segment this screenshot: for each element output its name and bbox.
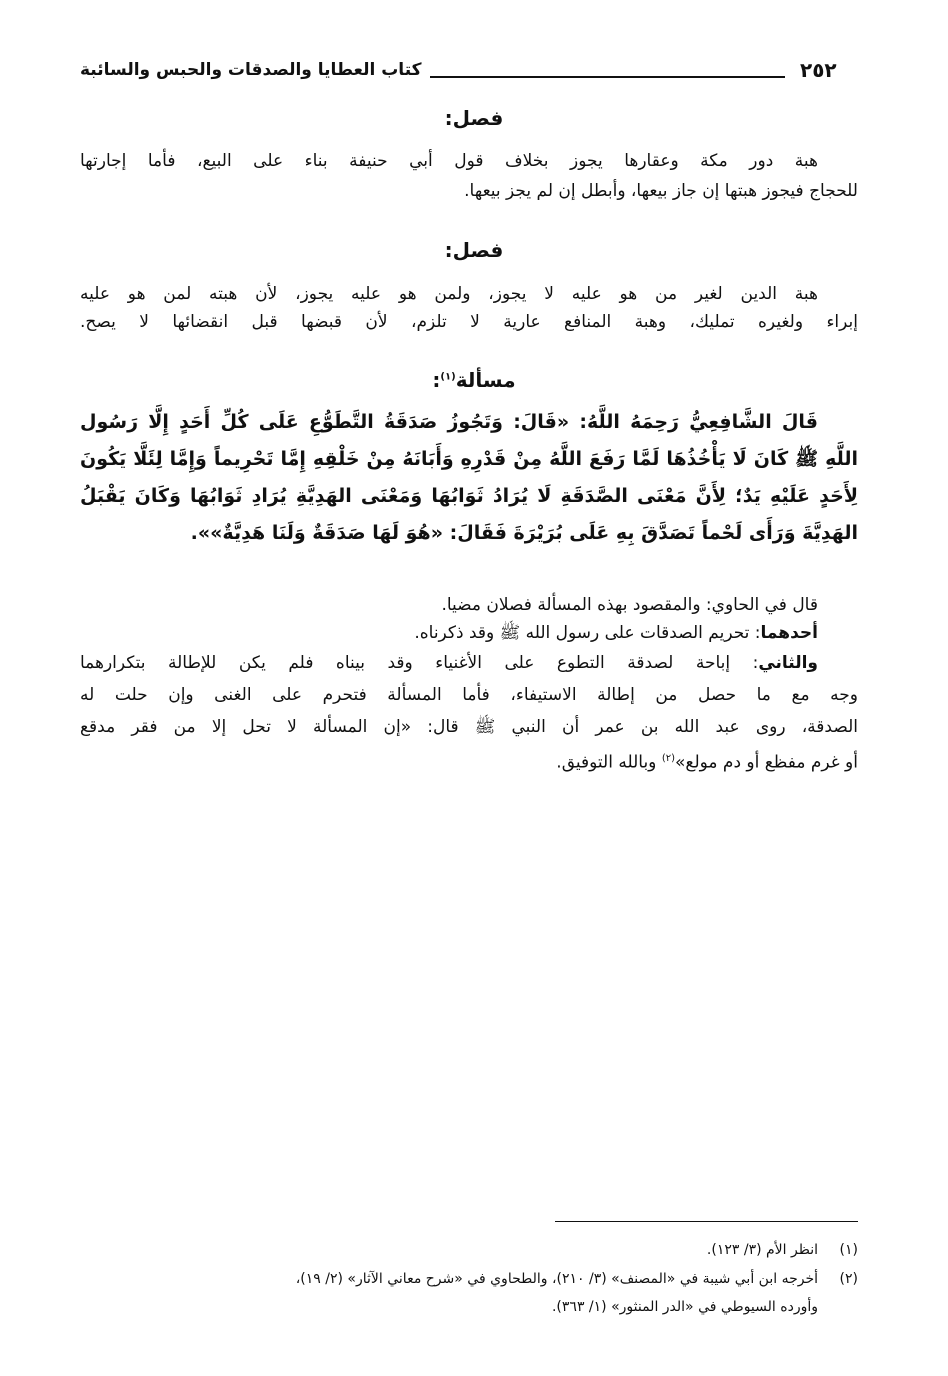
- page-number: ٢٥٢: [800, 58, 837, 82]
- quote-line: لِأَحَدٍ عَلَيْهِ يَدٌ؛ لِأَنَّ مَعْنَى الصَّدَقَةِ لَا يُرَادُ ثَوَابُهَا وَمَعْنَى الهَدِيَّةِ يُرَادِ ثَوَابُهَا وَكَانَ يَقْبَلُ: [80, 485, 858, 507]
- quote-line: اللَّهِ ﷺ كَانَ لَا يَأْخُذُهَا لَمَّا رَفَعَ اللَّهُ مِنْ قَدْرِهِ وَأَبَانَهُ مِنْ خَلْقِهِ إِمَّا تَحْرِيماً وَإِمَّا لِئَلَّا يَكُونَ: [80, 448, 858, 470]
- header-rule: [430, 76, 785, 78]
- label-second: والثاني: [758, 653, 818, 673]
- first-text: : تحريم الصدقات على رسول الله ﷺ وقد ذكرناه.: [414, 623, 761, 643]
- footnote-number: (٢): [839, 1271, 858, 1287]
- section-heading: فصل:: [444, 238, 504, 262]
- footnote-ref[interactable]: (٢): [661, 753, 675, 764]
- masala-heading: [0, 368, 948, 392]
- footnote: [80, 1237, 858, 1263]
- paragraph-line: [80, 649, 858, 677]
- footnote-continuation: [80, 1294, 858, 1320]
- footnote-ref[interactable]: (١): [440, 371, 456, 383]
- paragraph-line: هبة دور مكة وعقارها يجوز بخلاف قول أبي حنيفة بناء على البيع، فأما إجارتها: [80, 151, 818, 171]
- quote-line: قَالَ الشَّافِعِيُّ رَحِمَهُ اللَّهُ: «قَالَ: وَتَجُوزُ صَدَقَةُ التَّطَوُّعِ عَلَى كُلِّ أَحَدٍ إِلَّا رَسُول: [80, 411, 818, 433]
- last-text: أو غرم مفظع أو دم مولع»: [675, 752, 858, 773]
- second-text: : إباحة لصدقة التطوع على الأغنياء وقد بيناه فلم يكن للإطالة بتكرارهما: [80, 653, 759, 673]
- footnote-text: انظر الأم (٣/ ١٢٣).: [706, 1242, 818, 1258]
- quote-line: الهَدِيَّةَ وَرَأَى لَحْماً تَصَدَّقَ بِهِ عَلَى بُرَيْرَةَ فَقَالَ: «هُوَ لَهَا صَدَقَةٌ وَلَنَا هَدِيَّةٌ»».: [190, 522, 858, 544]
- footnote-rule: [555, 1221, 858, 1222]
- footnote-text: أخرجه ابن أبي شيبة في «المصنف» (٣/ ٢١٠)، والطحاوي في «شرح معاني الآثار» (٢/ ١٩)،: [295, 1271, 818, 1287]
- heading-colon: :: [432, 368, 441, 392]
- section-heading: فصل:: [444, 106, 504, 130]
- paragraph-line: إبراء ولغيره تمليك، وهبة المنافع عارية لا تلزم، لأن قبضها قبل انقضائها لا يصح.: [80, 312, 858, 332]
- paragraph-line: [80, 745, 858, 777]
- paragraph-line: للحجاج فيجوز هبتها إن جاز بيعها، وأبطل إن لم يجز بيعها.: [464, 181, 858, 201]
- footnote: [80, 1266, 858, 1292]
- heading-text: مسألة: [455, 368, 516, 392]
- label-first: أحدهما: [760, 623, 818, 643]
- footnote-number: (١): [839, 1242, 858, 1258]
- last-text-end: وبالله التوفيق.: [556, 752, 662, 773]
- footnote-text: وأورده السيوطي في «الدر المنثور» (١/ ٣٦٣).: [551, 1299, 818, 1315]
- paragraph-line: الصدقة، روى عبد الله بن عمر أن النبي ﷺ قال: «إن المسألة لا تحل إلا من فقر مدقع: [80, 717, 858, 737]
- running-title: كتاب العطايا والصدقات والحبس والسائبة: [80, 60, 422, 80]
- paragraph-line: قال في الحاوي: والمقصود بهذه المسألة فصلان مضيا.: [441, 595, 818, 615]
- paragraph-line: وجه مع ما حصل من إطالة الاستيفاء، فأما المسألة فتحرم على الغنى وإن حلت له: [80, 685, 858, 705]
- paragraph-line: [80, 619, 858, 647]
- paragraph-line: هبة الدين لغير من هو عليه لا يجوز، ولمن هو عليه يجوز، لأن هبته لمن هو عليه: [80, 284, 818, 304]
